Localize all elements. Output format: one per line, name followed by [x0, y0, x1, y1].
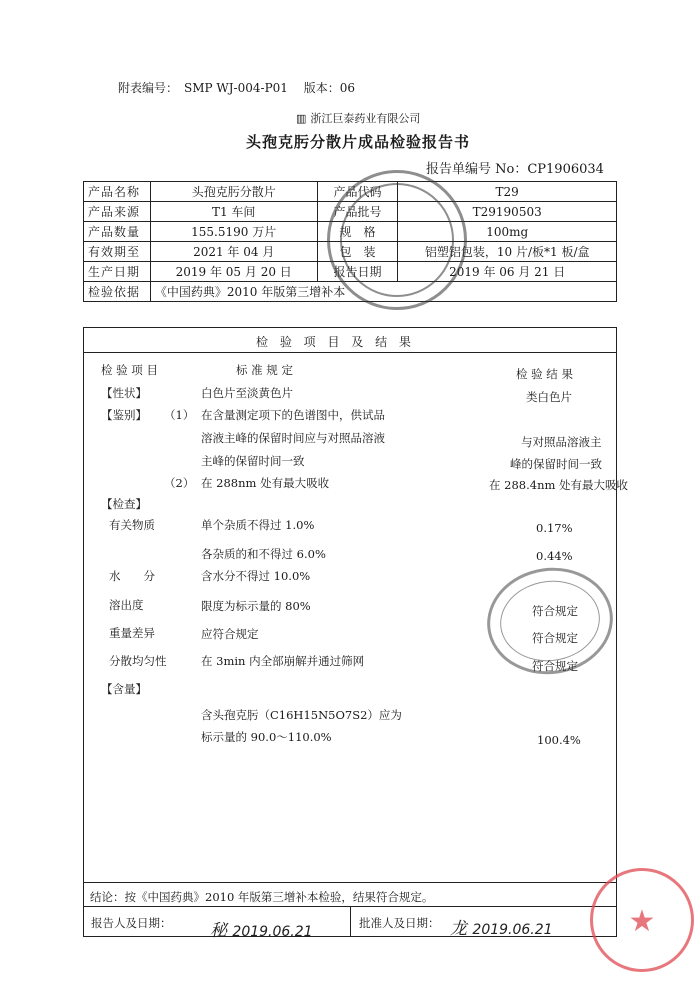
label-cell: 产品数量	[84, 222, 151, 242]
label-cell: 产品名称	[84, 182, 151, 202]
conclusion: 结论：按《中国药典》2010 年版第三增补本检验，结果符合规定。	[90, 890, 434, 904]
value-cell: 头孢克肟分散片	[150, 182, 317, 202]
label-cell: 包 装	[317, 242, 398, 262]
section-title: 检 验 项 目 及 结 果	[256, 335, 415, 349]
weight-variation-result: 符合规定	[532, 631, 578, 645]
ident1-standard-line1: 在含量测定项下的色谱图中，供试品	[201, 408, 385, 422]
divider	[83, 882, 617, 883]
related-result-1: 0.17%	[536, 521, 573, 535]
ident-label: 【鉴别】	[101, 408, 147, 422]
page-title: 头孢克肟分散片成品检验报告书	[246, 133, 471, 151]
assay-standard-1: 含头孢克肟（C16H15N5O7S2）应为	[201, 708, 402, 722]
weight-variation-label: 重量差异	[109, 626, 155, 640]
inspection-seal-stamp	[327, 170, 467, 310]
related-substances-label: 有关物质	[109, 518, 155, 532]
value-cell: 155.5190 万片	[150, 222, 317, 242]
approver-label: 批准人及日期：	[359, 916, 440, 930]
ident2-result: 在 288.4nm 处有最大吸收	[489, 478, 629, 492]
ident2-standard: 在 288nm 处有最大吸收	[201, 476, 330, 490]
label-cell: 生产日期	[84, 262, 151, 282]
value-cell: 2021 年 04 月	[150, 242, 317, 262]
label-cell: 产品来源	[84, 202, 151, 222]
related-standard-2: 各杂质的和不得过 6.0%	[201, 547, 326, 561]
assay-result: 100.4%	[537, 733, 581, 747]
label-cell: 有效期至	[84, 242, 151, 262]
approver-signature: 龙 2019.06.21	[450, 919, 553, 939]
ident1-standard-line3: 主峰的保留时间一致	[201, 454, 305, 468]
ident1-standard-line2: 溶液主峰的保留时间应与对照品溶液	[201, 431, 385, 445]
value-cell: T29190503	[398, 202, 617, 222]
report-number: 报告单编号 No：CP1906034	[426, 162, 604, 177]
dispersion-result: 符合规定	[532, 659, 578, 673]
weight-variation-standard: 应符合规定	[201, 627, 259, 641]
dissolution-standard: 限度为标示量的 80%	[201, 599, 311, 613]
label-cell: 规 格	[317, 222, 398, 242]
company-name: ▥ 浙江巨泰药业有限公司	[296, 112, 421, 125]
check-label: 【检查】	[101, 497, 147, 511]
divider	[83, 352, 617, 353]
column-header-result: 检 验 结 果	[516, 367, 573, 381]
reporter-signature: 秘 2019.06.21	[210, 921, 313, 941]
water-label: 水 分	[109, 569, 155, 583]
star-icon: ★	[628, 904, 656, 939]
dissolution-label: 溶出度	[109, 598, 144, 612]
value-cell: T1 车间	[150, 202, 317, 222]
water-standard: 含水分不得过 10.0%	[201, 569, 311, 583]
column-header-standard: 标 准 规 定	[236, 363, 293, 377]
value-cell: T29	[398, 182, 617, 202]
basis-cell: 《中国药典》2010 年版第三增补本	[150, 282, 616, 302]
trait-standard: 白色片至淡黄色片	[201, 386, 293, 400]
divider	[350, 906, 351, 937]
value-cell: 2019 年 05 月 20 日	[150, 262, 317, 282]
dispersion-label: 分散均匀性	[109, 654, 167, 668]
company-logo-icon: ▥	[296, 112, 307, 125]
value-cell: 铝塑铝包装，10 片/板*1 板/盒	[398, 242, 617, 262]
dispersion-standard: 在 3min 内全部崩解并通过筛网	[201, 654, 365, 668]
label-cell: 产品代码	[317, 182, 398, 202]
dissolution-result: 符合规定	[532, 604, 578, 618]
assay-standard-2: 标示量的 90.0～110.0%	[201, 730, 332, 744]
label-cell: 报告日期	[317, 262, 398, 282]
label-cell: 检验依据	[84, 282, 151, 302]
ident1-result-line1: 与对照品溶液主	[521, 435, 602, 449]
assay-label: 【含量】	[101, 682, 147, 696]
related-standard-1: 单个杂质不得过 1.0%	[201, 518, 315, 532]
quality-seal-stamp	[590, 868, 694, 972]
label-cell: 产品批号	[317, 202, 398, 222]
column-header-item: 检 验 项 目	[101, 363, 158, 377]
value-cell: 100mg	[398, 222, 617, 242]
value-cell: 2019 年 06 月 21 日	[398, 262, 617, 282]
trait-label: 【性状】	[101, 386, 147, 400]
trait-result: 类白色片	[526, 390, 572, 404]
ident1-result-line2: 峰的保留时间一致	[510, 457, 602, 471]
related-result-2: 0.44%	[536, 549, 573, 563]
reporter-label: 报告人及日期：	[91, 916, 172, 930]
ident2-number: （2）	[164, 476, 195, 490]
form-number: 附表编号： SMP WJ-004-P01 版本：06	[118, 81, 356, 95]
ident1-number: （1）	[164, 408, 195, 422]
